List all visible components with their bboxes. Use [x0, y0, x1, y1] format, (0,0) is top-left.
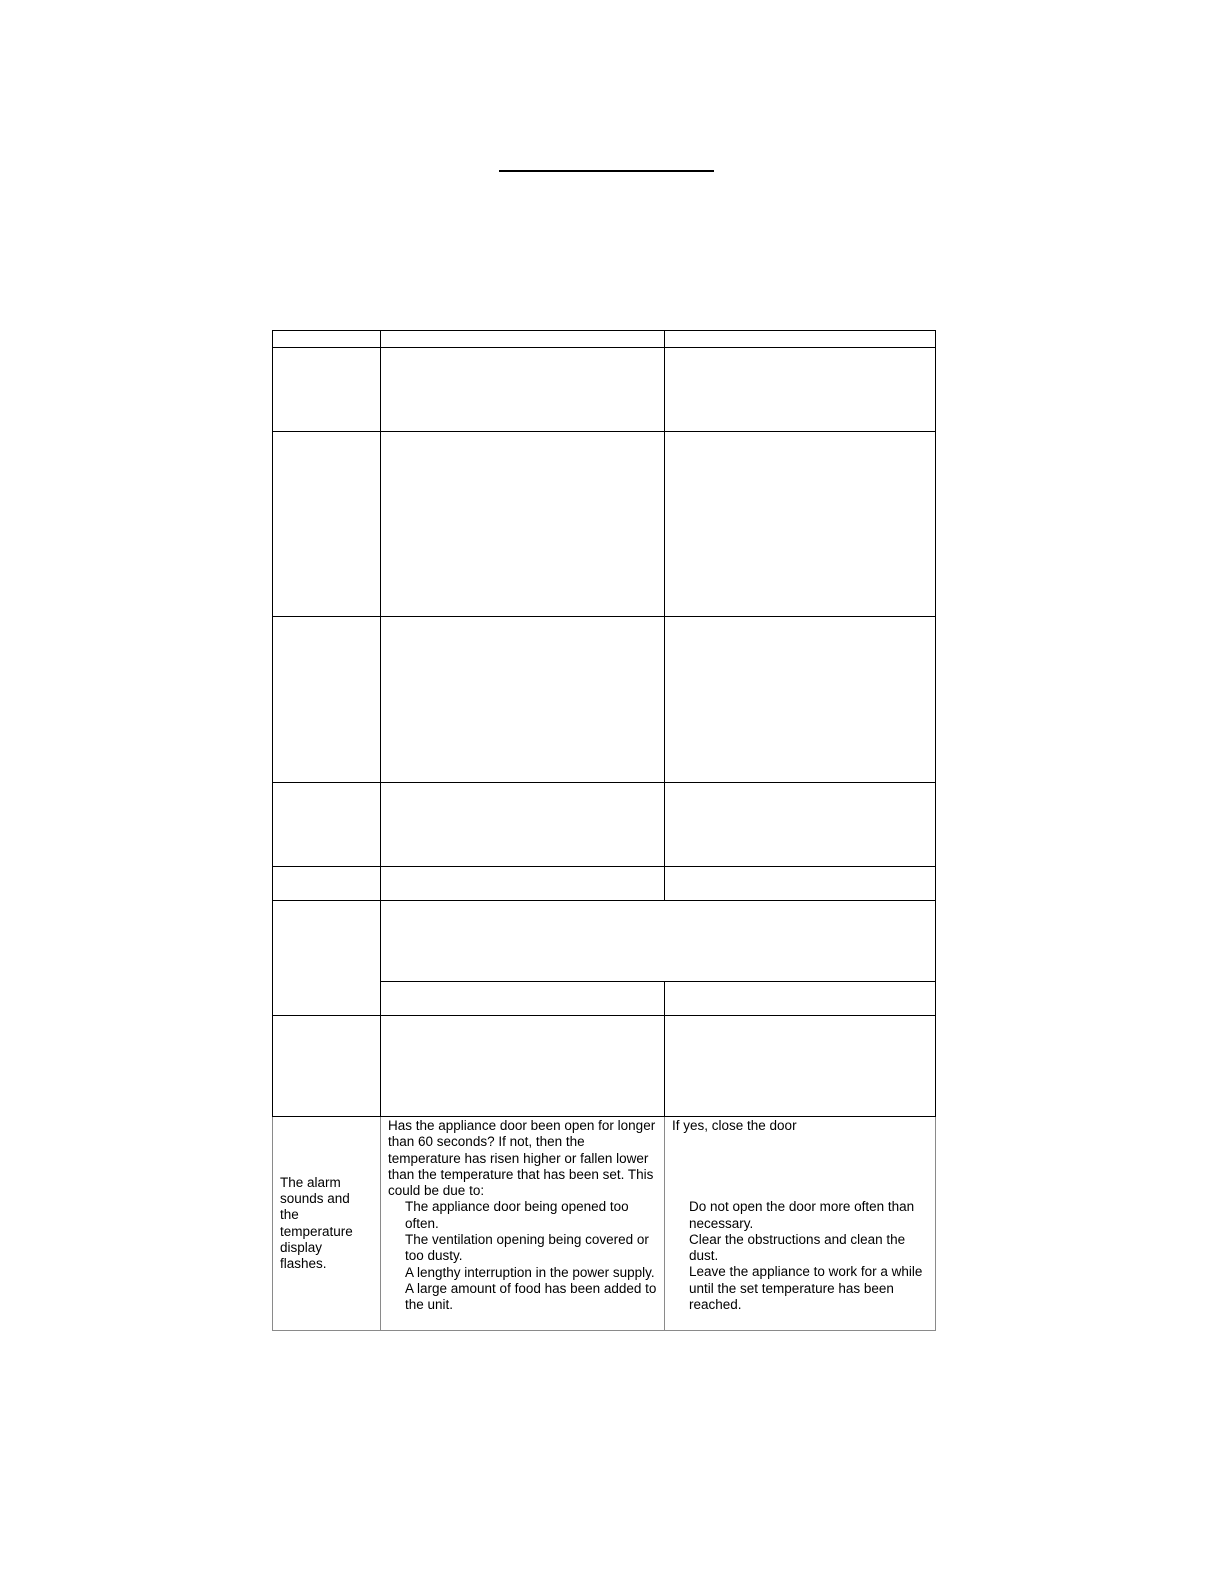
cause-item: A large amount of food has been added to the unit.	[405, 1280, 657, 1313]
alarm-symptom-cell	[273, 1117, 381, 1331]
symptom-line: the	[280, 1207, 299, 1223]
cause-item: The appliance door being opened too often.	[405, 1199, 629, 1231]
cause-item: The ventilation opening being covered or too dusty.	[405, 1232, 649, 1264]
alarm-cause-cell	[381, 1117, 665, 1331]
solution-close-door: If yes, close the door	[672, 1118, 797, 1133]
cause-intro: Has the appliance door been open for longer than 60 seconds? If not, then the temperature has risen higher or fallen lower than the temperature that has been set. This could be due to:	[388, 1118, 656, 1199]
table-row	[273, 432, 936, 617]
merged-cause-solution-cell	[381, 901, 936, 982]
table-row-alarm	[273, 1117, 936, 1331]
header-cell-cause	[381, 331, 665, 348]
cause-list	[388, 1199, 658, 1313]
troubleshooting-table	[272, 330, 936, 1331]
table-row	[273, 783, 936, 867]
table-header-row	[273, 331, 936, 348]
table-row	[273, 617, 936, 783]
symptom-line: flashes.	[280, 1256, 327, 1272]
table-row	[273, 1016, 936, 1117]
table-row	[273, 867, 936, 901]
header-cell-problem	[273, 331, 381, 348]
title-underline	[499, 170, 714, 172]
cause-item: A lengthy interruption in the power supply.	[405, 1264, 655, 1280]
symptom-line: display	[280, 1239, 323, 1255]
symptom-line: sounds and	[280, 1190, 350, 1206]
table-row	[273, 348, 936, 432]
merged-problem-cell	[273, 901, 381, 1016]
solution-item: Clear the obstructions and clean the dust.	[689, 1231, 906, 1264]
solution-list	[672, 1199, 929, 1313]
table-row	[273, 901, 936, 982]
solution-item: Leave the appliance to work for a while until the set temperature has been reached.	[689, 1264, 923, 1313]
symptom-line: The alarm	[280, 1174, 341, 1190]
solution-item: Do not open the door more often than necessary.	[689, 1199, 915, 1231]
symptom-line: temperature	[280, 1223, 353, 1239]
header-cell-solution	[665, 331, 936, 348]
alarm-solution-cell	[665, 1117, 936, 1331]
